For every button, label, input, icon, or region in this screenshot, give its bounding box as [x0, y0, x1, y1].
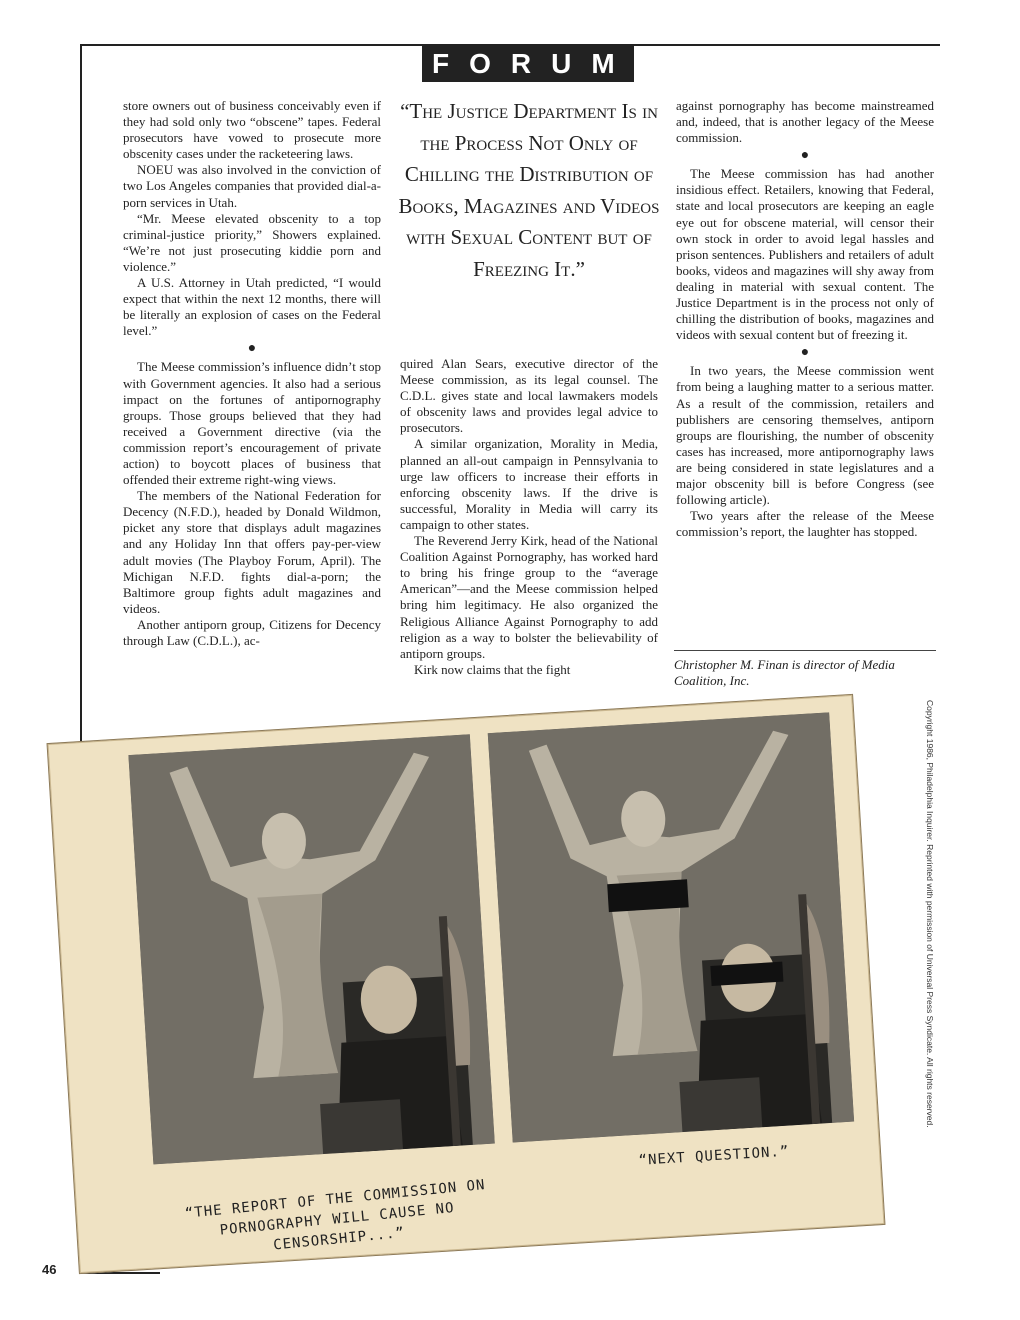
- article-column-3: [676, 98, 934, 540]
- paragraph: In two years, the Meese commission went from being a laughing matter to a serious matter. As a result of the commission, retailers and publishers are censoring themselves, antiporn groups are flourishing, the number of obscenity cases has increased, more antipornography laws are being considered in state legislatures and a major obscenity bill is before Congress (see following article).: [676, 363, 934, 508]
- paragraph: store owners out of business conceivably even if they had sold only two “obscene” tapes. Federal prosecutors have vowed to prosecute more obscenity cases under the racketeering laws.: [123, 98, 381, 162]
- copyright-notice: Copyright 1986, Philadelphia Inquirer. Reprinted with permission of Universal Press Syndicate. All rights reserved.: [925, 700, 935, 1128]
- article-column-1: [123, 98, 381, 649]
- paragraph: NOEU was also involved in the conviction of two Los Angeles companies that provided dial-a-porn services in Utah.: [123, 162, 381, 210]
- article-column-2: [400, 356, 658, 678]
- cartoon-caption-right: “NEXT QUESTION.”: [638, 1143, 790, 1169]
- section-bullet: ●: [800, 345, 810, 361]
- paragraph: Another antiporn group, Citizens for Decency through Law (C.D.L.), ac-: [123, 616, 381, 648]
- photo-statue-speaker-censored: [488, 712, 854, 1142]
- pull-quote: “The Justice Department Is in the Process Not Only of Chilling the Distribution of Books, Magazines and Videos with Sexual Content but of Freezing It.”: [398, 99, 660, 281]
- paragraph: A similar organization, Morality in Media, planned an all-out campaign in Pennsylvania to urge law officers to increase their efforts in enforcing obscenity laws. If the drive is successful, Morality in Media will carry its campaign to other states.: [400, 436, 658, 532]
- paragraph: The Meese commission has had another insidious effect. Retailers, knowing that Federal, state and local prosecutors are keeping an eagle eye out for obscene material, will censor their own stock in order to avoid legal hassles and prison sentences. Publishers and retailers of adult books, videos and magazines will shy away from dealing in material with sexual content. The Justice Department is in the process not only of chilling the distribution of books, magazines and videos with sexual content but of freezing it.: [676, 166, 934, 343]
- paragraph: The Reverend Jerry Kirk, head of the National Coalition Against Pornography, has worked hard to bring his fringe group to the “average American”—and the Meese commission helped bring him legitimacy. He also organized the Religious Alliance Against Pornography to add religion as a way to bolster the believability of antiporn groups.: [400, 533, 658, 661]
- statue-speaker-illustration: [128, 734, 494, 1164]
- paragraph: “Mr. Meese elevated obscenity to a top criminal-justice priority,” Showers explained. “We’re not just prosecuting kiddie porn and violence.”: [123, 210, 381, 274]
- author-credit: Christopher M. Finan is director of Media Coalition, Inc.: [674, 650, 936, 689]
- cartoon-caption-left: “THE REPORT OF THE COMMISSION ON PORNOGRAPHY WILL CAUSE NO CENSORSHIP...”: [184, 1176, 487, 1254]
- censor-bar: [607, 879, 689, 912]
- page-number: 46: [42, 1262, 57, 1277]
- paragraph: against pornography has become mainstreamed and, indeed, that is another legacy of the Meese commission.: [676, 98, 934, 146]
- section-banner: FORUM: [422, 44, 634, 82]
- statue-speaker-censored-illustration: [488, 712, 854, 1142]
- section-bullet: ●: [247, 341, 257, 357]
- paragraph: The Meese commission’s influence didn’t stop with Government agencies. It also had a serious impact on the fortunes of antipornography groups. Those groups believed that they had received a Government directive (via the commission report’s encouragement of private action) to boycott places of business that offended their extreme right-wing views.: [123, 359, 381, 488]
- paragraph: A U.S. Attorney in Utah predicted, “I would expect that within the next 12 months, there will be literally an explosion of cases on the Federal level.”: [123, 275, 381, 339]
- photo-statue-speaker: [128, 734, 494, 1164]
- paragraph: quired Alan Sears, executive director of the Meese commission, as its legal counsel. The C.D.L. gives state and local lawmakers models of obscenity laws and provides legal advice to prosecutors.: [400, 356, 658, 436]
- cartoon-panel: [47, 694, 886, 1274]
- paragraph: Two years after the release of the Meese commission’s report, the laughter has stopped.: [676, 508, 934, 540]
- section-bullet: ●: [800, 148, 810, 164]
- paragraph: The members of the National Federation for Decency (N.F.D.), headed by Donald Wildmon, picket any store that displays adult magazines and any Holiday Inn that offers pay-per-view adult movies (The Playboy Forum, April). The Michigan N.F.D. fights dial-a-porn; the Baltimore group fights adult magazines and videos.: [123, 488, 381, 616]
- paragraph: Kirk now claims that the fight: [414, 661, 571, 677]
